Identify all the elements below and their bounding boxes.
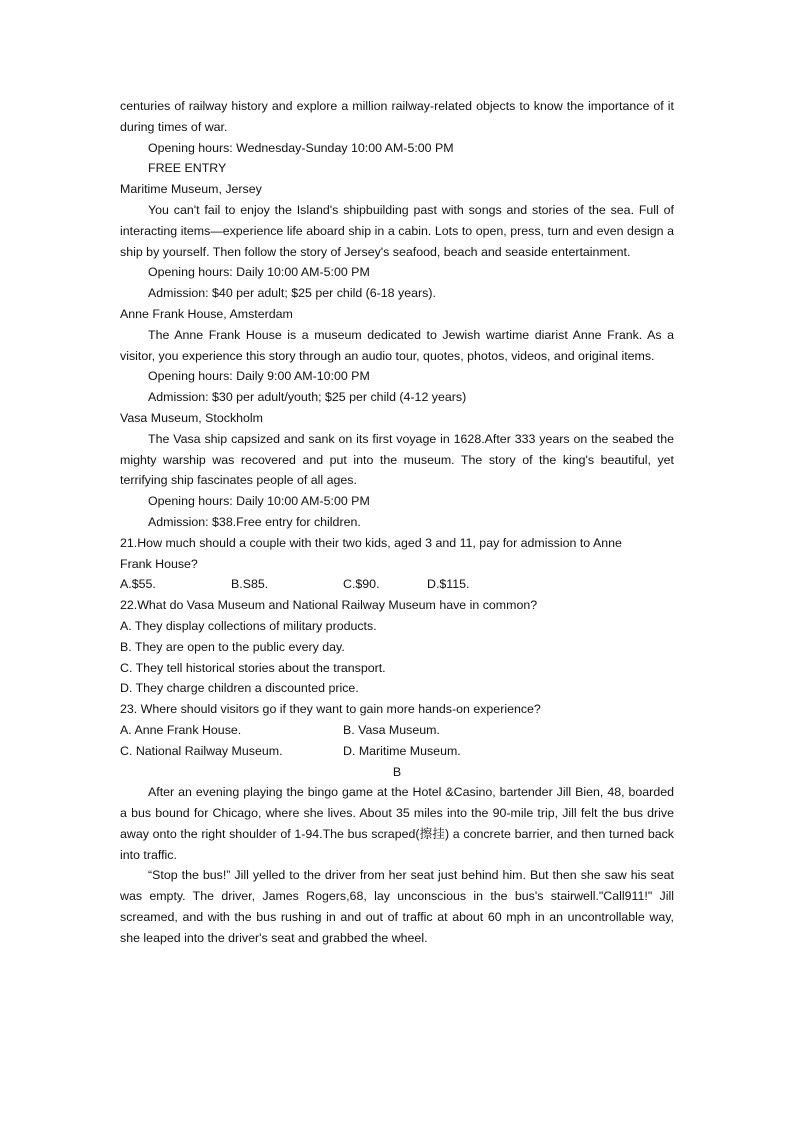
question-23: 23. Where should visitors go if they want to gain more hands-on experience? <box>120 702 541 717</box>
q22-option-c: C. They tell historical stories about the transport. <box>120 660 386 675</box>
anne-frank-admission: Admission: $30 per adult/youth; $25 per child (4-12 years) <box>148 390 467 405</box>
vasa-opening-hours: Opening hours: Daily 10:00 AM-5:00 PM <box>148 494 370 509</box>
q23-option-c: C. National Railway Museum. <box>120 743 283 758</box>
question-21-line2: Frank House? <box>120 556 198 571</box>
maritime-admission: Admission: $40 per adult; $25 per child (6-18 years). <box>148 286 436 301</box>
vasa-museum-description: The Vasa ship capsized and sank on its first voyage in 1628.After 333 years on the seabed the mighty warship was recovered and put into the museum. The story of the king's beautiful, yet terrifying ship fascinates people of all ages. <box>120 431 674 488</box>
railway-admission: FREE ENTRY <box>148 161 227 176</box>
question-21-line1: 21.How much should a couple with their two kids, aged 3 and 11, pay for admission to Anne <box>120 535 622 550</box>
vasa-museum-title: Vasa Museum, Stockholm <box>120 410 264 425</box>
document-page <box>120 96 674 949</box>
question-23-options-row2 <box>120 741 674 762</box>
q21-option-d: D.$115. <box>427 577 470 592</box>
anne-frank-house-description: The Anne Frank House is a museum dedicated to Jewish wartime diarist Anne Frank. As a visitor, you experience this story through an audio tour, quotes, photos, videos, and original items. <box>120 327 674 363</box>
q23-option-d: D. Maritime Museum. <box>343 743 461 758</box>
section-b-label: B <box>392 764 402 779</box>
vasa-admission: Admission: $38.Free entry for children. <box>148 514 361 529</box>
q23-option-b: B. Vasa Museum. <box>343 722 440 737</box>
q22-option-b: B. They are open to the public every day. <box>120 639 345 654</box>
q23-option-a: A. Anne Frank House. <box>120 722 242 737</box>
maritime-museum-description: You can't fail to enjoy the Island's shipbuilding past with songs and stories of the sea. Full of interacting items—experience life aboard ship in a cabin. Lots to open, press, turn and even design a ship by yourself. Then follow the story of Jersey's seafood, beach and seaside entertainment. <box>120 202 674 259</box>
q22-option-d: D. They charge children a discounted price. <box>120 681 359 696</box>
section-b-paragraph-1: After an evening playing the bingo game at the Hotel &Casino, bartender Jill Bien, 48, boarded a bus bound for Chicago, where she lives. About 35 miles into the 90-mile trip, Jill felt the bus drive away onto the right shoulder of 1-94.The bus scraped(擦挂) a concrete barrier, and then turned back into traffic. <box>120 785 674 862</box>
maritime-museum-title: Maritime Museum, Jersey <box>120 182 262 197</box>
q22-option-a: A. They display collections of military products. <box>120 618 377 633</box>
q21-option-b: B.S85. <box>231 577 269 592</box>
anne-frank-opening-hours: Opening hours: Daily 9:00 AM-10:00 PM <box>148 369 370 384</box>
section-b-paragraph-2: “Stop the bus!” Jill yelled to the driver from her seat just behind him. But then she saw his seat was empty. The driver, James Rogers,68, lay unconscious in the bus's stairwell."Call911!" Jill screamed, and with the bus rushing in and out of traffic at about 60 mph in an uncontrollable way, she leaped into the driver's seat and grabbed the wheel. <box>120 868 674 945</box>
question-23-options-row1 <box>120 720 674 741</box>
maritime-opening-hours: Opening hours: Daily 10:00 AM-5:00 PM <box>148 265 370 280</box>
q21-option-c: C.$90. <box>343 577 380 592</box>
railway-description-tail: centuries of railway history and explore a million railway-related objects to know the importance of it during times of war. <box>120 99 674 134</box>
question-22: 22.What do Vasa Museum and National Railway Museum have in common? <box>120 598 538 613</box>
anne-frank-house-title: Anne Frank House, Amsterdam <box>120 306 293 321</box>
question-21-options <box>120 574 674 595</box>
q21-option-a: A.$55. <box>120 577 156 592</box>
railway-opening-hours: Opening hours: Wednesday-Sunday 10:00 AM-5:00 PM <box>148 140 454 155</box>
